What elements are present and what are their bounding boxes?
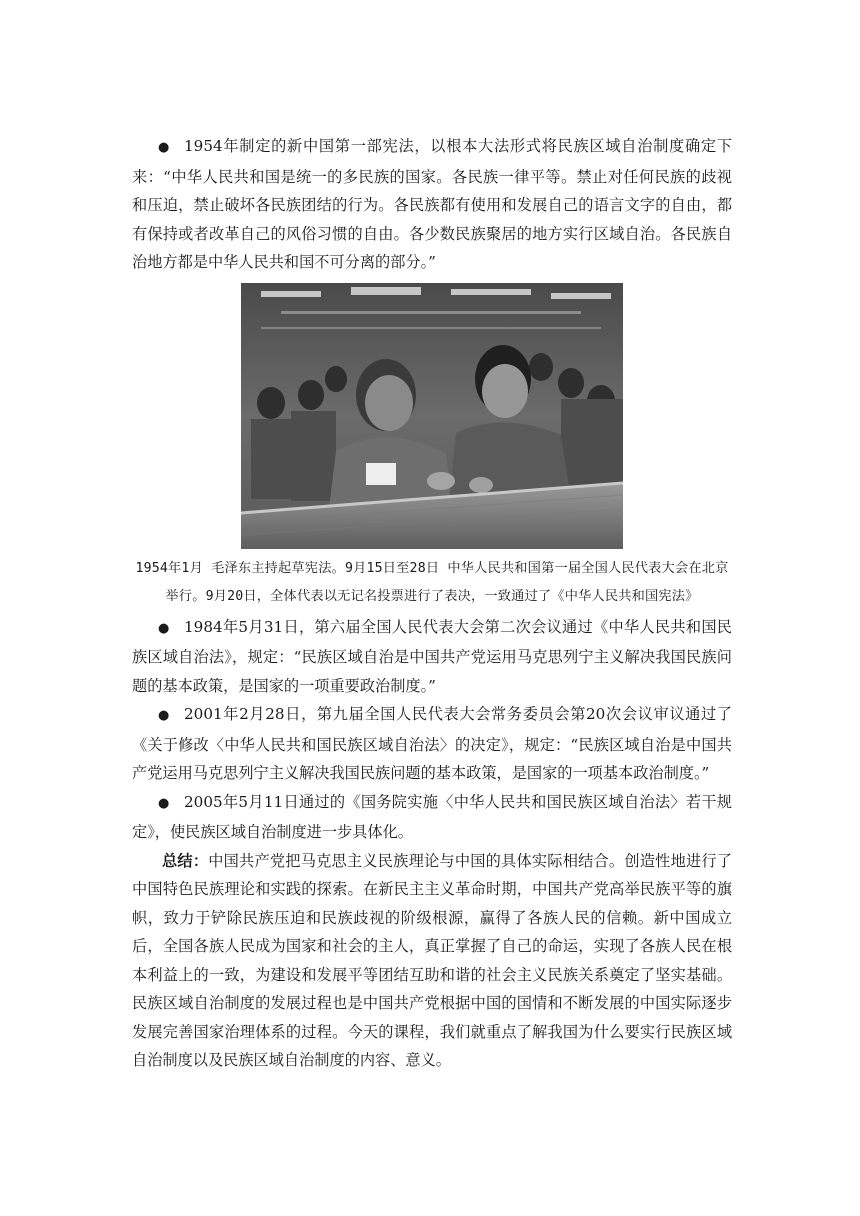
historical-photo [241, 283, 623, 549]
bullet-paragraph-2005 [132, 788, 732, 847]
photo-caption: 1954年1月 毛泽东主持起草宪法。9月15日至28日 中华人民共和国第一届全国人民代表大会在北京举行。9月20日，全体代表以无记名投票进行了表决，一致通过了《中华人民共和国宪法》 [135, 560, 729, 604]
bullet-text: 2001年2月28日，第九届全国人民代表大会常务委员会第20次会议审议通过了《关于修改〈中华人民共和国民族区域自治法〉的决定》，规定：“民族区域自治是中国共产党运用马克思列宁主义解决我国民族问题的基本政策，是国家的一项基本政治制度。” [132, 705, 732, 782]
summary-label: 总结： [162, 851, 209, 870]
bullet-icon: ● [158, 795, 170, 811]
bullet-paragraph-1954 [132, 132, 732, 277]
bullet-paragraph-1984 [132, 613, 732, 701]
historical-photo-icon [241, 283, 623, 549]
bullet-icon: ● [158, 620, 170, 636]
bullet-paragraph-2001 [132, 700, 732, 788]
bullet-text: 1954年制定的新中国第一部宪法，以根本大法形式将民族区域自治制度确定下来：“中华人民共和国是统一的多民族的国家。各民族一律平等。禁止对任何民族的歧视和压迫，禁止破坏各民族团结的行为。各民族都有使用和发展自己的语言文字的自由，都有保持或者改革自己的风俗习惯的自由。各少数民族聚居的地方实行区域自治。各民族自治地方都是中华人民共和国不可分离的部分。” [132, 137, 732, 271]
bullet-icon: ● [158, 708, 170, 723]
bullet-text: 2005年5月11日通过的《国务院实施〈中华人民共和国民族区域自治法〉若干规定》，使民族区域自治制度进一步具体化。 [132, 792, 732, 841]
summary-paragraph [132, 847, 732, 1075]
bullet-icon: ● [158, 140, 170, 155]
bullet-text: 1984年5月31日，第六届全国人民代表大会第二次会议通过《中华人民共和国民族区域自治法》，规定：“民族区域自治是中国共产党运用马克思列宁主义解决我国民族问题的基本政策，是国家的一项重要政治制度。” [132, 617, 732, 695]
document-page [132, 132, 732, 1075]
summary-text: 中国共产党把马克思主义民族理论与中国的具体实际相结合。创造性地进行了中国特色民族理论和实践的探索。在新民主主义革命时期，中国共产党高举民族平等的旗帜，致力于铲除民族压迫和民族歧视的阶级根源，赢得了各族人民的信赖。新中国成立后，全国各族人民成为国家和社会的主人，真正掌握了自己的命运，实现了各族人民在根本利益上的一致，为建设和发展平等团结互助和谐的社会主义民族关系奠定了坚实基础。民族区域自治制度的发展过程也是中国共产党根据中国的国情和不断发展的中国实际逐步发展完善国家治理体系的过程。今天的课程，我们就重点了解我国为什么要实行民族区域自治制度以及民族区域自治制度的内容、意义。 [132, 851, 732, 1069]
